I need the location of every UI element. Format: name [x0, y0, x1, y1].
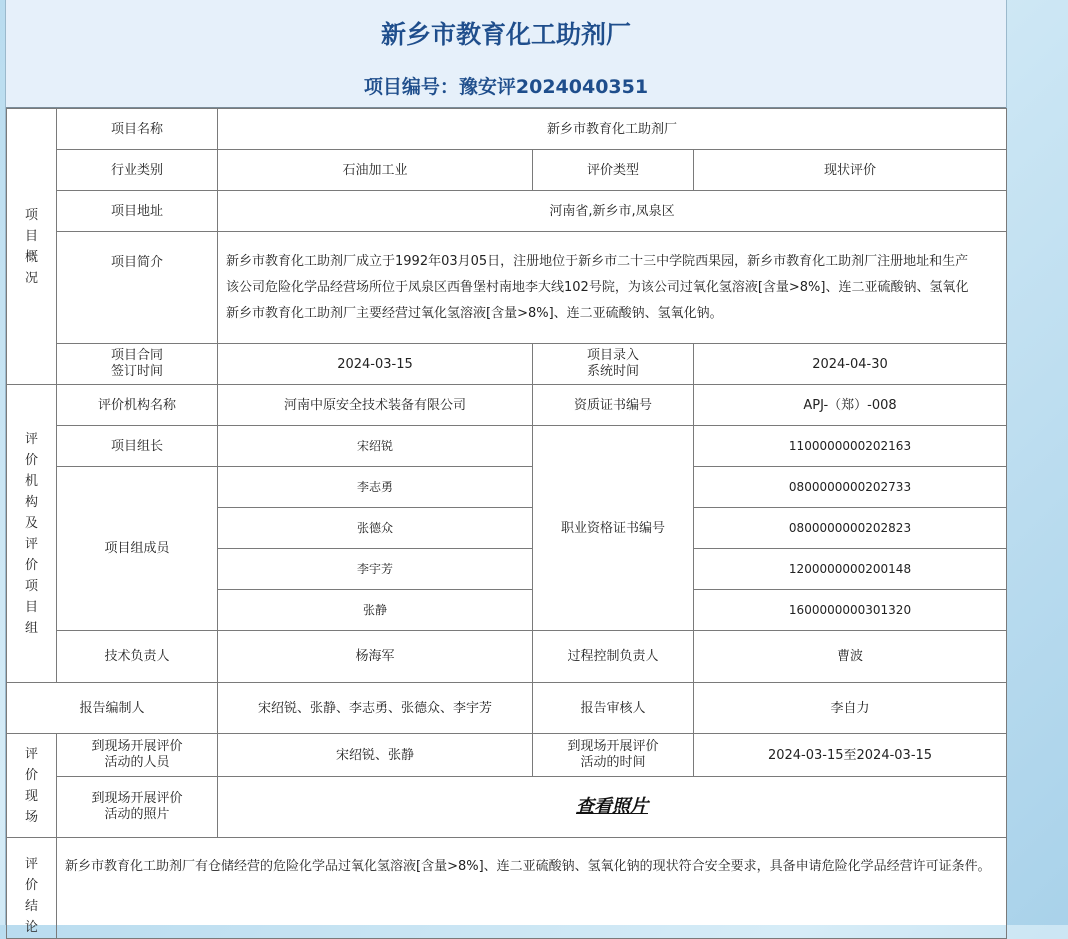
- row-site-photo: [7, 777, 1007, 838]
- member-name: 张德众: [218, 508, 533, 549]
- site-time-label-2: 活动的时间: [580, 755, 646, 770]
- leader-label: 项目组长: [57, 426, 218, 467]
- tech-lead-value: 杨海军: [218, 631, 533, 683]
- reviewer-value: 李自力: [694, 683, 1007, 734]
- address-value: 河南省,新乡市,凤泉区: [218, 191, 1007, 232]
- contract-time-label-2: 签订时间: [110, 364, 163, 379]
- site-time-label-1: 到现场开展评价: [567, 739, 659, 754]
- member-name: 李宇芳: [218, 549, 533, 590]
- page-header: [6, 0, 1006, 108]
- row-leader: [7, 426, 1007, 467]
- entry-time-label-1: 项目录入: [586, 348, 639, 363]
- entry-time-value: 2024-04-30: [694, 344, 1007, 385]
- section-label-conclusion: 评价结论: [7, 838, 57, 939]
- member-cert: 1200000000200148: [694, 549, 1007, 590]
- section-label-site: 评价现场: [7, 734, 57, 838]
- industry-value: 石油加工业: [218, 150, 533, 191]
- row-address: [7, 191, 1007, 232]
- site-staff-value: 宋绍锐、张静: [218, 734, 533, 777]
- row-leads: [7, 631, 1007, 683]
- site-staff-label-2: 活动的人员: [104, 755, 170, 770]
- compiler-value: 宋绍锐、张静、李志勇、张德众、李宇芳: [218, 683, 533, 734]
- summary-value: [218, 232, 1007, 344]
- project-name-value: 新乡市教育化工助剂厂: [218, 109, 1007, 150]
- section-label-org: 评价机构及评价项目组: [7, 385, 57, 683]
- member-name: 李志勇: [218, 467, 533, 508]
- compiler-label: 报告编制人: [7, 683, 218, 734]
- cert-value: APJ-（郑）-008: [694, 385, 1007, 426]
- process-lead-value: 曹波: [694, 631, 1007, 683]
- site-staff-label: [57, 734, 218, 777]
- row-org: [7, 385, 1007, 426]
- leader-cert: 1100000000202163: [694, 426, 1007, 467]
- cert-label: 资质证书编号: [533, 385, 694, 426]
- view-photos-link[interactable]: 查看照片: [576, 795, 648, 817]
- project-number: 项目编号：豫安评2024040351: [363, 76, 649, 98]
- site-photo-cell: [218, 777, 1007, 838]
- entry-time-label: [533, 344, 694, 385]
- eval-type-label: 评价类型: [533, 150, 694, 191]
- site-photo-label-2: 活动的照片: [104, 807, 170, 822]
- site-staff-label-1: 到现场开展评价: [91, 739, 183, 754]
- section-label-overview: 项目概况: [7, 109, 57, 385]
- row-times: [7, 344, 1007, 385]
- entry-time-label-2: 系统时间: [586, 364, 639, 379]
- qual-cert-label: 职业资格证书编号: [533, 426, 694, 631]
- site-photo-label: [57, 777, 218, 838]
- contract-time-label-1: 项目合同: [110, 348, 163, 363]
- summary-line-2: 该公司危险化学品经营场所位于凤泉区西鲁堡村南地李大线102号院，为该公司过氧化氢溶液[含量>8%]、连二亚硫酸钠、氢氧化: [226, 279, 969, 295]
- member-cert: 0800000000202733: [694, 467, 1007, 508]
- org-name-label: 评价机构名称: [57, 385, 218, 426]
- members-label: 项目组成员: [57, 467, 218, 631]
- conclusion-text: 新乡市教育化工助剂厂有仓储经营的危险化学品过氧化氢溶液[含量>8%]、连二亚硫酸钠、氢氧化钠的现状符合安全要求，具备申请危险化学品经营许可证条件。: [57, 838, 1007, 939]
- summary-label: 项目简介: [57, 232, 218, 344]
- eval-type-value: 现状评价: [694, 150, 1007, 191]
- site-time-value: 2024-03-15至2024-03-15: [694, 734, 1007, 777]
- report-panel: [5, 0, 1007, 935]
- row-site-staff: [7, 734, 1007, 777]
- row-member: [7, 467, 1007, 508]
- row-report: [7, 683, 1007, 734]
- row-conclusion: [7, 838, 1007, 939]
- reviewer-label: 报告审核人: [533, 683, 694, 734]
- site-time-label: [533, 734, 694, 777]
- org-name-value: 河南中原安全技术装备有限公司: [218, 385, 533, 426]
- tech-lead-label: 技术负责人: [57, 631, 218, 683]
- project-name-label: 项目名称: [57, 109, 218, 150]
- summary-line-1: 新乡市教育化工助剂厂成立于1992年03月05日，注册地位于新乡市二十三中学院西果园，新乡市教育化工助剂厂注册地址和生产: [226, 253, 969, 269]
- contract-time-value: 2024-03-15: [218, 344, 533, 385]
- address-label: 项目地址: [57, 191, 218, 232]
- report-table: [6, 108, 1007, 939]
- member-name: 张静: [218, 590, 533, 631]
- row-industry: [7, 150, 1007, 191]
- row-summary: [7, 232, 1007, 344]
- member-cert: 0800000000202823: [694, 508, 1007, 549]
- leader-value: 宋绍锐: [218, 426, 533, 467]
- summary-line-3: 新乡市教育化工助剂厂主要经营过氧化氢溶液[含量>8%]、连二亚硫酸钠、氢氧化钠。: [226, 305, 723, 321]
- page-title: 新乡市教育化工助剂厂: [380, 20, 631, 49]
- industry-label: 行业类别: [57, 150, 218, 191]
- member-cert: 1600000000301320: [694, 590, 1007, 631]
- contract-time-label: [57, 344, 218, 385]
- process-lead-label: 过程控制负责人: [533, 631, 694, 683]
- row-project-name: [7, 109, 1007, 150]
- site-photo-label-1: 到现场开展评价: [91, 791, 183, 806]
